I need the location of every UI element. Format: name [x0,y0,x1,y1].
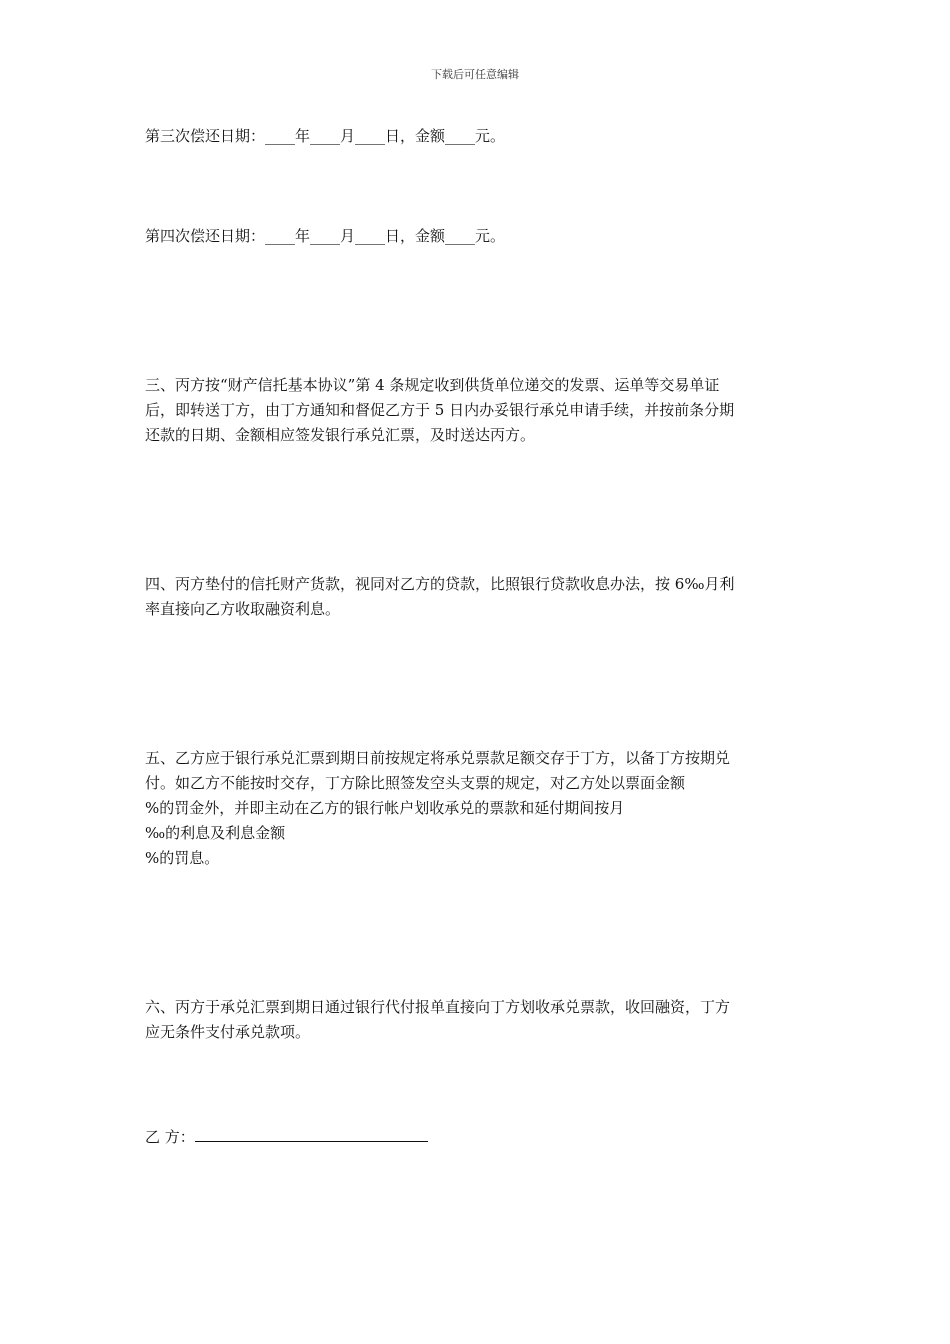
clause-five-line-5: %的罚息。 [145,849,220,867]
clause-six-line-2: 应无条件支付承兑款项。 [145,1023,311,1041]
clause-three-line-1: 三、丙方按“财产信托基本协议”第 4 条规定收到供货单位递交的发票、运单等交易单证 [145,376,720,394]
clause-three-line-3: 还款的日期、金额相应签发银行承兑汇票，及时送达丙方。 [145,426,536,444]
clause-five-line-3: %的罚金外，并即主动在乙方的银行帐户划收承兑的票款和延付期间按月 [145,799,625,817]
clause-five-line-1: 五、乙方应于银行承兑汇票到期日前按规定将承兑票款足额交存于丁方，以备丁方按期兑 [145,749,731,767]
clause-four-line-1: 四、丙方垫付的信托财产货款，视同对乙方的贷款，比照银行贷款收息办法，按 6‰月利 [145,575,735,593]
clause-five-line-4: ‰的利息及利息金额 [145,824,286,842]
clause-six [145,995,810,1045]
party-b-label: 乙 方： [145,1128,195,1146]
party-b-signature-line [195,1123,428,1142]
third-repayment-line [145,124,810,149]
third-repayment-text: 第三次偿还日期：____年____月____日，金额____元。 [145,127,506,145]
clause-four-line-2: 率直接向乙方收取融资利息。 [145,600,341,618]
clause-four [145,572,810,622]
fourth-repayment-text: 第四次偿还日期：____年____月____日，金额____元。 [145,227,506,245]
fourth-repayment-line [145,224,810,249]
clause-five-line-2: 付。如乙方不能按时交存，丁方除比照签发空头支票的规定，对乙方处以票面金额 [145,774,686,792]
party-b-signature [145,1123,428,1150]
page-header-note: 下载后可任意编辑 [431,68,519,81]
clause-five [145,746,810,871]
clause-three [145,373,810,448]
clause-six-line-1: 六、丙方于承兑汇票到期日通过银行代付报单直接向丁方划收承兑票款，收回融资，丁方 [145,998,731,1016]
clause-three-line-2: 后，即转送丁方，由丁方通知和督促乙方于 5 日内办妥银行承兑申请手续，并按前条分期 [145,401,735,419]
